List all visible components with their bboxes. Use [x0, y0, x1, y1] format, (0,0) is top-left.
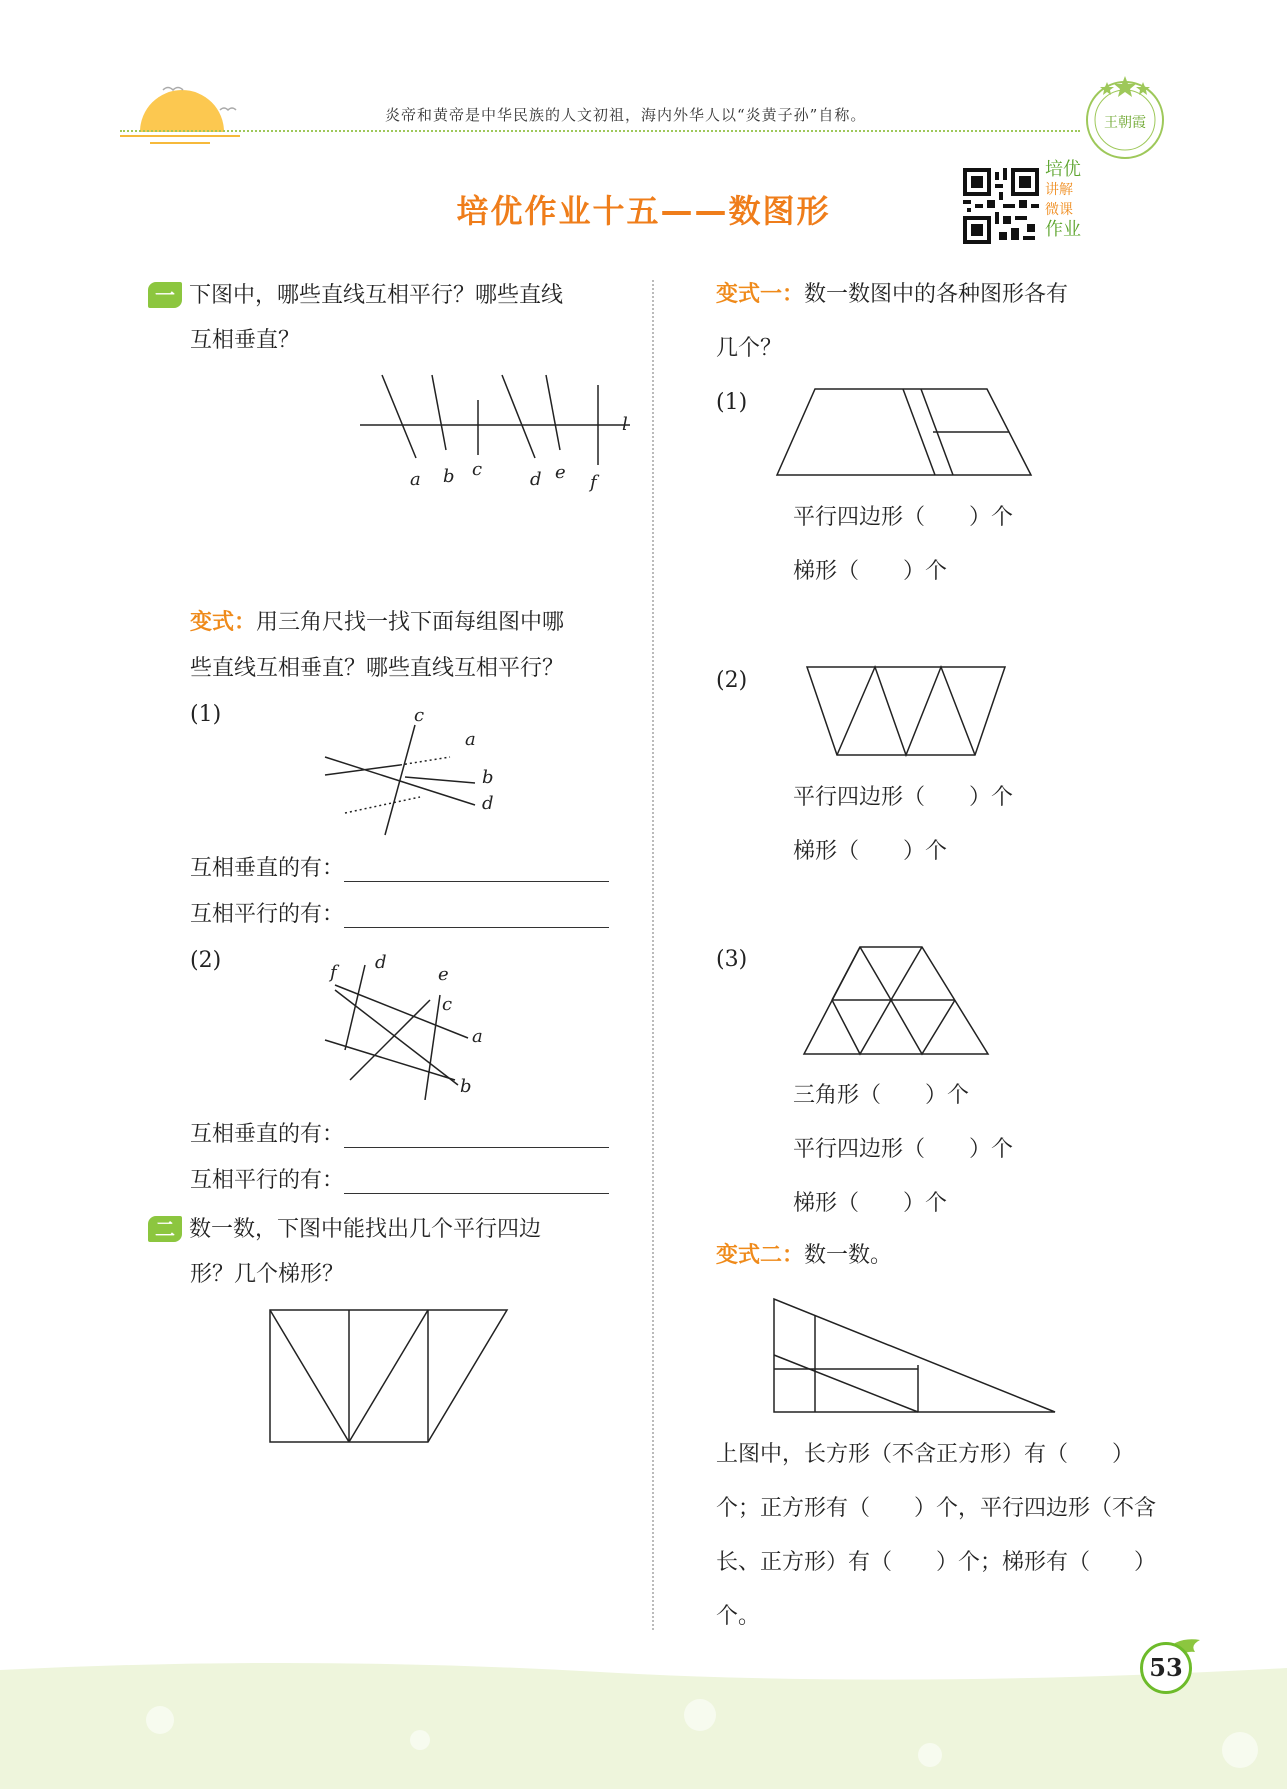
perp-answer-line[interactable] [344, 861, 609, 882]
v2-line3: 长、正方形）有（ ）个；梯形有（ ） [716, 1550, 1157, 1575]
v1-p3-trap: 梯形（ ）个 [793, 1191, 948, 1216]
qr-label-line: 微课 [1045, 202, 1073, 218]
perp-label: 互相垂直的有： [190, 856, 345, 881]
line-label-a: a [410, 469, 421, 490]
v1-p3-tri: 三角形（ ）个 [793, 1083, 970, 1108]
v1-text-2: 几个？ [716, 336, 783, 361]
v1-p3-figure [800, 943, 992, 1057]
v2-line [716, 1243, 892, 1269]
v1-p2-figure [805, 663, 1010, 758]
v2-label: 变式二： [716, 1243, 805, 1268]
page-title: 培优作业十五——数图形 [456, 192, 831, 230]
label-b: b [482, 767, 494, 788]
v1-p3: (3) [716, 947, 748, 972]
footer-wave [0, 1660, 1287, 1789]
variant-part1: (1) [190, 702, 222, 727]
label-e: e [438, 964, 449, 985]
v2-line1: 上图中，长方形（不含正方形）有（ ） [716, 1442, 1135, 1467]
header-quote: 炎帝和黄帝是中华民族的人文初祖，海内外华人以“炎黄子孙”自称。 [385, 106, 867, 124]
q1-badge: 一 [148, 282, 182, 308]
part2-perp [190, 1122, 609, 1148]
qr-label-line: 培优 [1045, 159, 1081, 180]
label-a: a [465, 729, 476, 750]
qr-code-icon [963, 168, 1039, 244]
q2-text-1: 数一数，下图中能找出几个平行四边 [189, 1217, 542, 1242]
label-c: c [414, 705, 425, 726]
page-number: 53 [1140, 1642, 1192, 1694]
qr-label [1045, 160, 1081, 240]
v1-p1-trap: 梯形（ ）个 [793, 559, 948, 584]
v2-line2: 个；正方形有（ ）个，平行四边形（不含 [716, 1496, 1157, 1521]
qr-label-line: 讲解 [1045, 182, 1073, 198]
part1-perp [190, 856, 609, 882]
brand-seal-logo [1080, 72, 1170, 162]
brand-seal-text: 王朝霞 [1104, 115, 1146, 131]
v1-p1: (1) [716, 390, 748, 415]
v2-line4: 个。 [716, 1604, 761, 1629]
label-c: c [442, 994, 453, 1015]
part2-para [190, 1168, 609, 1194]
q1-lines-figure [350, 370, 640, 500]
q2-badge: 二 [148, 1216, 182, 1242]
para-answer-line[interactable] [344, 1173, 609, 1194]
line-label-f: f [590, 472, 597, 493]
perp-answer-line[interactable] [344, 1127, 609, 1148]
v1-p2-para: 平行四边形（ ）个 [793, 785, 1014, 810]
line-label-c: c [472, 459, 483, 480]
line-label-b: b [443, 466, 455, 487]
line-label-d: d [530, 469, 542, 490]
q2-figure [265, 1305, 515, 1445]
v2-figure [770, 1295, 1060, 1415]
para-answer-line[interactable] [344, 907, 609, 928]
v1-text-1: 数一数图中的各种图形各有 [804, 282, 1069, 307]
line-label-l: l [622, 414, 628, 435]
label-d: d [375, 952, 387, 973]
variant-text-1: 用三角尺找一找下面每组图中哪 [256, 610, 565, 635]
v1-p1-figure [775, 385, 1035, 479]
v1-p3-para: 平行四边形（ ）个 [793, 1137, 1014, 1162]
v1-p2-trap: 梯形（ ）个 [793, 839, 948, 864]
sun-logo [115, 70, 255, 150]
q1-text-2: 互相垂直？ [190, 328, 301, 353]
q1-line1 [148, 282, 563, 309]
para-label: 互相平行的有： [190, 902, 345, 927]
v1-p1-para: 平行四边形（ ）个 [793, 505, 1014, 530]
variant-label: 变式： [190, 610, 257, 635]
v1-p2: (2) [716, 668, 748, 693]
variant-line1 [190, 610, 564, 636]
label-d: d [482, 793, 494, 814]
para-label: 互相平行的有： [190, 1168, 345, 1193]
part1-para [190, 902, 609, 928]
line-label-e: e [555, 462, 566, 483]
header-divider [120, 130, 1080, 132]
q2-text-2: 形？几个梯形？ [190, 1262, 345, 1287]
v1-line1 [716, 282, 1068, 308]
variant-part2-figure [320, 950, 500, 1100]
qr-label-line: 作业 [1045, 219, 1081, 240]
label-b: b [460, 1076, 472, 1097]
q2-line1 [148, 1216, 541, 1243]
variant-text-2: 些直线互相垂直？哪些直线互相平行？ [190, 656, 565, 681]
label-a: a [472, 1026, 483, 1047]
column-divider [652, 280, 654, 1630]
v2-text: 数一数。 [804, 1243, 893, 1268]
q1-text-1: 下图中，哪些直线互相平行？哪些直线 [189, 283, 564, 308]
variant-part2: (2) [190, 948, 222, 973]
v1-label: 变式一： [716, 282, 805, 307]
label-f: f [330, 962, 337, 983]
variant-part1-figure [320, 705, 510, 840]
perp-label: 互相垂直的有： [190, 1122, 345, 1147]
